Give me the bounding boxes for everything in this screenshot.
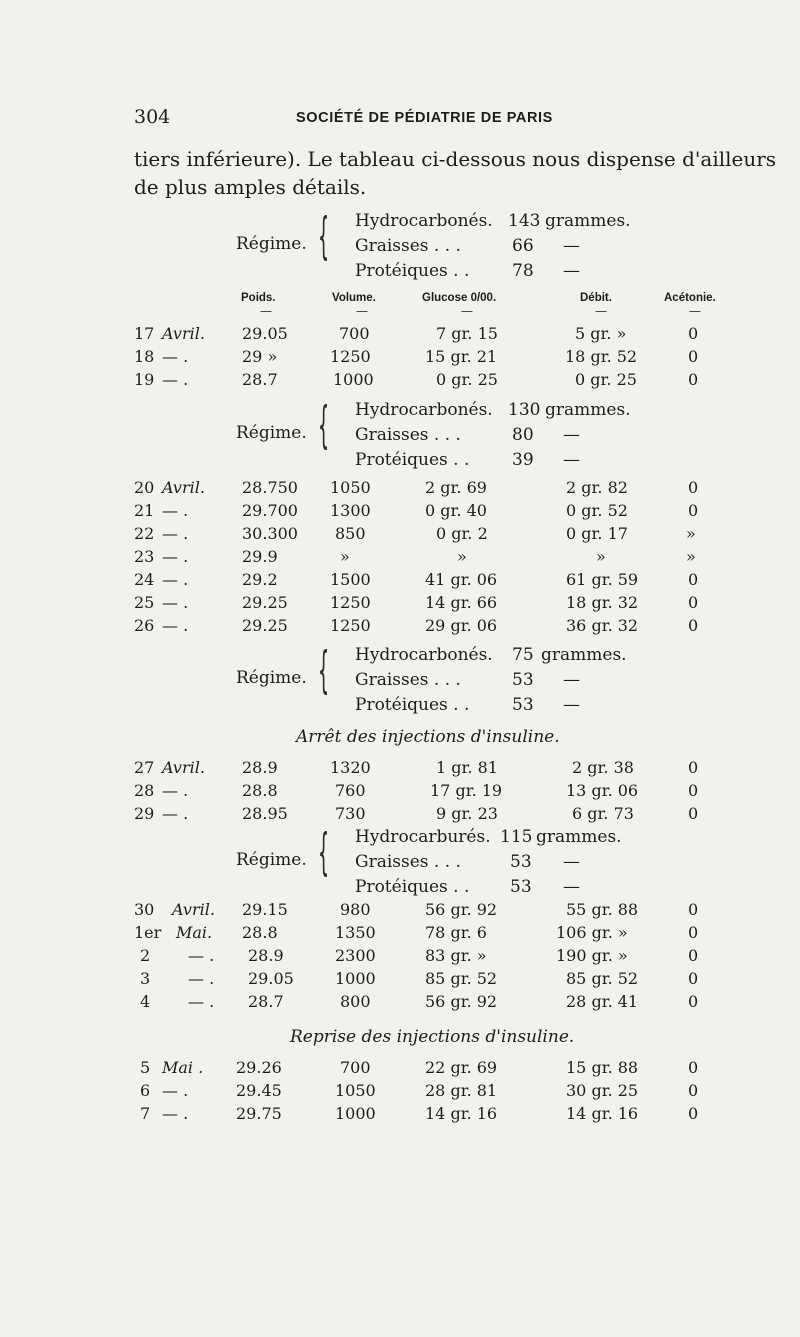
row-debit: 2 gr. 38 [572, 758, 634, 777]
row-poids: 28.7 [242, 370, 278, 389]
row-poids: 28.95 [242, 804, 288, 823]
row-month: — . [162, 370, 189, 389]
row-day: 26 [134, 616, 155, 635]
row-poids: 29.2 [242, 570, 278, 589]
row-glucose: 29 gr. 06 [425, 616, 498, 635]
row-day: 7 [140, 1104, 151, 1123]
column-header-volume: Volume. [332, 292, 376, 304]
row-debit: 190 gr. » [556, 946, 628, 965]
row-glucose: 0 gr. 25 [436, 370, 498, 389]
row-debit: 14 gr. 16 [566, 1104, 639, 1123]
row-month: — . [162, 781, 189, 800]
row-volume: 1000 [333, 370, 374, 389]
regime-unit: grammes. [545, 211, 631, 231]
column-header-poids: Poids. [241, 292, 276, 304]
regime-unit: — [563, 852, 580, 872]
row-volume: 1000 [335, 1104, 376, 1123]
row-volume: 1250 [330, 616, 371, 635]
row-debit: 30 gr. 25 [566, 1081, 639, 1100]
row-month: — . [162, 501, 189, 520]
row-glucose: 85 gr. 52 [425, 969, 498, 988]
row-volume: 1250 [330, 593, 371, 612]
row-volume: 1320 [330, 758, 371, 777]
row-glucose: 15 gr. 21 [425, 347, 498, 366]
row-month: Avril. [162, 478, 205, 497]
row-glucose: 83 gr. » [425, 946, 487, 965]
row-debit: 36 gr. 32 [566, 616, 639, 635]
regime-amount: 130 [508, 400, 541, 420]
regime-unit: grammes. [541, 645, 627, 665]
row-poids: 29.9 [242, 547, 278, 566]
row-poids: 29.25 [242, 616, 288, 635]
row-day: 19 [134, 370, 155, 389]
regime-unit: — [563, 450, 580, 470]
row-glucose: 0 gr. 2 [436, 524, 488, 543]
regime-unit: — [563, 425, 580, 445]
row-poids: 29.75 [236, 1104, 282, 1123]
row-month: — . [162, 616, 189, 635]
regime-nutrient: Protéiques . . [355, 695, 470, 715]
row-acetonie: 0 [688, 781, 699, 800]
row-glucose: » [457, 547, 467, 566]
row-acetonie: 0 [688, 804, 699, 823]
row-volume: 850 [335, 524, 366, 543]
row-acetonie: » [686, 524, 696, 543]
row-glucose: 56 gr. 92 [425, 992, 498, 1011]
regime-nutrient: Protéiques . . [355, 877, 470, 897]
row-poids: 29.15 [242, 900, 288, 919]
page-number: 304 [134, 106, 171, 128]
row-debit: 13 gr. 06 [566, 781, 639, 800]
row-volume: 1350 [335, 923, 376, 942]
row-day: 4 [140, 992, 151, 1011]
row-month: — . [162, 1104, 189, 1123]
column-underline: — [260, 304, 272, 318]
row-month: — . [162, 547, 189, 566]
row-day: 30 [134, 900, 155, 919]
row-volume: 1000 [335, 969, 376, 988]
row-day: 17 [134, 324, 155, 343]
regime-amount: 53 [512, 695, 534, 715]
row-month: Avril. [172, 900, 215, 919]
row-volume: 730 [335, 804, 366, 823]
row-debit: 18 gr. 32 [566, 593, 639, 612]
regime-label: Régime. [236, 423, 307, 443]
regime-nutrient: Hydrocarbonés. [355, 645, 493, 665]
intro-line-2: de plus amples détails. [134, 175, 367, 199]
row-debit: 6 gr. 73 [572, 804, 634, 823]
row-day: 3 [140, 969, 151, 988]
intro-line-1: tiers inférieure). Le tableau ci-dessous nous dispense d'ailleurs [134, 147, 777, 171]
row-month: — . [162, 593, 189, 612]
row-debit: 18 gr. 52 [565, 347, 638, 366]
row-poids: 28.8 [242, 923, 278, 942]
section-caption: Arrêt des injections d'insuline. [296, 727, 560, 747]
row-poids: 28.7 [248, 992, 284, 1011]
row-poids: 29.45 [236, 1081, 282, 1100]
row-acetonie: 0 [688, 758, 699, 777]
row-poids: 29.25 [242, 593, 288, 612]
row-day: 5 [140, 1058, 151, 1077]
row-month: Mai . [162, 1058, 204, 1077]
row-day: 25 [134, 593, 155, 612]
row-acetonie: 0 [688, 501, 699, 520]
row-acetonie: 0 [688, 324, 699, 343]
brace-icon: { [318, 823, 330, 881]
row-poids: 29.26 [236, 1058, 282, 1077]
row-day: 1er [134, 923, 162, 942]
row-volume: 800 [340, 992, 371, 1011]
regime-label: Régime. [236, 234, 307, 254]
row-month: — . [162, 347, 189, 366]
row-debit: 0 gr. 17 [566, 524, 628, 543]
section-caption: Reprise des injections d'insuline. [290, 1027, 575, 1047]
row-day: 21 [134, 501, 155, 520]
regime-nutrient: Graisses . . . [355, 236, 461, 256]
regime-nutrient: Graisses . . . [355, 670, 461, 690]
row-month: Avril. [162, 758, 205, 777]
regime-amount: 53 [510, 877, 532, 897]
row-volume: 700 [339, 324, 370, 343]
row-poids: 30.300 [242, 524, 298, 543]
row-day: 23 [134, 547, 155, 566]
row-debit: 2 gr. 82 [566, 478, 628, 497]
row-glucose: 41 gr. 06 [425, 570, 498, 589]
row-glucose: 56 gr. 92 [425, 900, 498, 919]
row-acetonie: 0 [688, 570, 699, 589]
row-volume: 2300 [335, 946, 376, 965]
row-day: 29 [134, 804, 155, 823]
column-header-acetonie: Acétonie. [664, 292, 716, 304]
row-debit: 61 gr. 59 [566, 570, 639, 589]
row-poids: 28.8 [242, 781, 278, 800]
row-month: — . [188, 969, 215, 988]
row-poids: 29 » [242, 347, 278, 366]
row-volume: 760 [335, 781, 366, 800]
row-day: 24 [134, 570, 155, 589]
row-acetonie: 0 [688, 923, 699, 942]
row-volume: 1250 [330, 347, 371, 366]
row-month: — . [188, 992, 215, 1011]
row-acetonie: 0 [688, 593, 699, 612]
regime-amount: 53 [512, 670, 534, 690]
regime-amount: 66 [512, 236, 534, 256]
row-month: Mai. [176, 923, 213, 942]
row-glucose: 28 gr. 81 [425, 1081, 498, 1100]
regime-unit: — [563, 695, 580, 715]
column-header-debit: Débit. [580, 292, 612, 304]
regime-unit: — [563, 670, 580, 690]
column-underline: — [461, 304, 473, 318]
row-day: 27 [134, 758, 155, 777]
regime-unit: — [563, 236, 580, 256]
column-underline: — [356, 304, 368, 318]
regime-amount: 75 [512, 645, 534, 665]
row-glucose: 7 gr. 15 [436, 324, 498, 343]
row-month: Avril. [162, 324, 205, 343]
row-acetonie: » [686, 547, 696, 566]
row-glucose: 78 gr. 6 [425, 923, 487, 942]
row-poids: 28.750 [242, 478, 298, 497]
row-acetonie: 0 [688, 1081, 699, 1100]
row-acetonie: 0 [688, 616, 699, 635]
row-debit: 85 gr. 52 [566, 969, 639, 988]
regime-unit: — [563, 261, 580, 281]
regime-label: Régime. [236, 850, 307, 870]
row-day: 18 [134, 347, 155, 366]
regime-nutrient: Protéiques . . [355, 261, 470, 281]
regime-amount: 80 [512, 425, 534, 445]
brace-icon: { [318, 207, 330, 265]
row-poids: 29.05 [242, 324, 288, 343]
row-volume: 700 [340, 1058, 371, 1077]
row-month: — . [162, 1081, 189, 1100]
row-debit: 28 gr. 41 [566, 992, 639, 1011]
row-poids: 28.9 [248, 946, 284, 965]
row-debit: 55 gr. 88 [566, 900, 639, 919]
regime-nutrient: Graisses . . . [355, 852, 461, 872]
regime-label: Régime. [236, 668, 307, 688]
row-glucose: 1 gr. 81 [436, 758, 498, 777]
regime-nutrient: Hydrocarbonés. [355, 400, 493, 420]
row-month: — . [162, 570, 189, 589]
regime-amount: 78 [512, 261, 534, 281]
row-poids: 29.700 [242, 501, 298, 520]
row-debit: 0 gr. 25 [575, 370, 637, 389]
row-acetonie: 0 [688, 347, 699, 366]
row-volume: 1500 [330, 570, 371, 589]
column-underline: — [595, 304, 607, 318]
regime-unit: — [563, 877, 580, 897]
row-acetonie: 0 [688, 946, 699, 965]
regime-amount: 53 [510, 852, 532, 872]
column-header-glucose: Glucose 0/00. [422, 292, 497, 304]
regime-nutrient: Hydrocarbonés. [355, 211, 493, 231]
row-day: 28 [134, 781, 155, 800]
row-day: 22 [134, 524, 155, 543]
regime-unit: grammes. [536, 827, 622, 847]
row-month: — . [162, 524, 189, 543]
row-debit: 0 gr. 52 [566, 501, 628, 520]
row-month: — . [162, 804, 189, 823]
row-acetonie: 0 [688, 969, 699, 988]
row-poids: 29.05 [248, 969, 294, 988]
row-debit: 5 gr. » [575, 324, 627, 343]
row-glucose: 2 gr. 69 [425, 478, 487, 497]
row-acetonie: 0 [688, 370, 699, 389]
regime-amount: 39 [512, 450, 534, 470]
row-glucose: 14 gr. 16 [425, 1104, 498, 1123]
row-volume: 1300 [330, 501, 371, 520]
regime-unit: grammes. [545, 400, 631, 420]
row-debit: 106 gr. » [556, 923, 628, 942]
row-glucose: 9 gr. 23 [436, 804, 498, 823]
row-acetonie: 0 [688, 1104, 699, 1123]
column-underline: — [689, 304, 701, 318]
brace-icon: { [318, 641, 330, 699]
row-volume: 1050 [330, 478, 371, 497]
row-day: 2 [140, 946, 151, 965]
row-volume: » [340, 547, 350, 566]
row-volume: 980 [340, 900, 371, 919]
running-title: SOCIÉTÉ DE PÉDIATRIE DE PARIS [296, 110, 553, 126]
row-glucose: 17 gr. 19 [430, 781, 503, 800]
row-glucose: 22 gr. 69 [425, 1058, 498, 1077]
row-acetonie: 0 [688, 992, 699, 1011]
brace-icon: { [318, 396, 330, 454]
row-acetonie: 0 [688, 1058, 699, 1077]
row-month: — . [188, 946, 215, 965]
row-glucose: 14 gr. 66 [425, 593, 498, 612]
row-poids: 28.9 [242, 758, 278, 777]
row-day: 6 [140, 1081, 151, 1100]
row-volume: 1050 [335, 1081, 376, 1100]
regime-amount: 115 [500, 827, 533, 847]
row-debit: 15 gr. 88 [566, 1058, 639, 1077]
regime-nutrient: Hydrocarburés. [355, 827, 491, 847]
row-day: 20 [134, 478, 155, 497]
regime-nutrient: Graisses . . . [355, 425, 461, 445]
row-acetonie: 0 [688, 478, 699, 497]
row-glucose: 0 gr. 40 [425, 501, 487, 520]
row-acetonie: 0 [688, 900, 699, 919]
regime-nutrient: Protéiques . . [355, 450, 470, 470]
regime-amount: 143 [508, 211, 541, 231]
row-debit: » [596, 547, 606, 566]
